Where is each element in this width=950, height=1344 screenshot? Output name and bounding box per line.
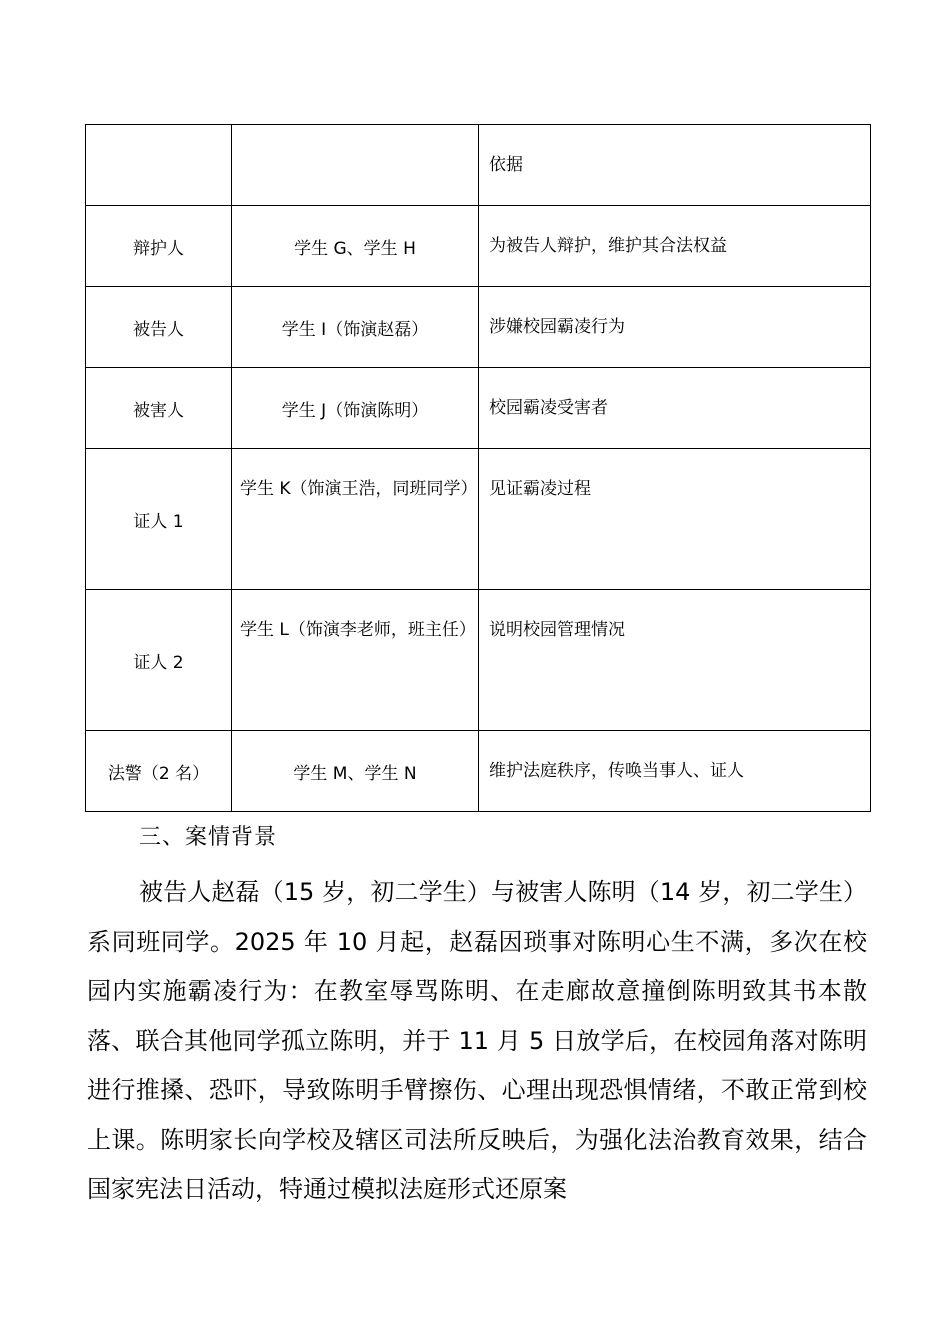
table-row xyxy=(86,368,871,449)
table-row xyxy=(86,590,871,731)
table-row xyxy=(86,206,871,287)
duty-text: 涉嫌校园霸凌行为 xyxy=(489,317,625,337)
role-cell: 被害人 xyxy=(86,368,232,449)
actor-cell xyxy=(232,590,479,731)
role-cell: 被告人 xyxy=(86,287,232,368)
actor-cell xyxy=(232,449,479,590)
duty-text: 维护法庭秩序，传唤当事人、证人 xyxy=(489,761,744,781)
duty-text: 见证霸凌过程 xyxy=(489,479,591,499)
duty-cell xyxy=(479,125,871,206)
duty-text: 说明校园管理情况 xyxy=(489,620,625,640)
roles-table xyxy=(85,124,871,812)
role-cell: 法警（2 名） xyxy=(86,731,232,812)
case-background-paragraph: 被告人赵磊（15 岁，初二学生）与被害人陈明（14 岁，初二学生）系同班同学。2025 年 10 月起，赵磊因琐事对陈明心生不满，多次在校园内实施霸凌行为：在教室辱骂陈明、在走廊故意撞倒陈明致其书本散落、联合其他同学孤立陈明，并于 11 月 5 日放学后，在校园角落对陈明进行推搡、恐吓，导致陈明手臂擦伤、心理出现恐惧情绪，不敢正常到校上课。陈明家长向学校及辖区司法所反映后，为强化法治教育效果，结合国家宪法日活动，特通过模拟法庭形式还原案 xyxy=(87,878,867,1203)
role-cell: 辩护人 xyxy=(86,206,232,287)
duty-cell xyxy=(479,590,871,731)
duty-cell xyxy=(479,206,871,287)
role-cell: 证人 1 xyxy=(86,449,232,590)
role-cell: 证人 2 xyxy=(86,590,232,731)
table-row xyxy=(86,731,871,812)
duty-text: 校园霸凌受害者 xyxy=(489,398,608,418)
actor-cell: 学生 J（饰演陈明） xyxy=(232,368,479,449)
actor-cell: 学生 I（饰演赵磊） xyxy=(232,287,479,368)
duty-text: 依据 xyxy=(489,155,523,175)
duty-cell xyxy=(479,287,871,368)
duty-cell xyxy=(479,731,871,812)
actor-text: 学生 L（饰演李老师，班主任） xyxy=(240,620,476,640)
table-row xyxy=(86,287,871,368)
duty-cell xyxy=(479,449,871,590)
actor-cell: 学生 G、学生 H xyxy=(232,206,479,287)
section-heading: 三、案情背景 xyxy=(139,825,278,850)
role-cell xyxy=(86,125,232,206)
table-row xyxy=(86,125,871,206)
actor-cell: 学生 M、学生 N xyxy=(232,731,479,812)
actor-text: 学生 K（饰演王浩，同班同学） xyxy=(240,479,478,499)
duty-text: 为被告人辩护，维护其合法权益 xyxy=(489,236,727,256)
actor-cell xyxy=(232,125,479,206)
table-row xyxy=(86,449,871,590)
duty-cell xyxy=(479,368,871,449)
